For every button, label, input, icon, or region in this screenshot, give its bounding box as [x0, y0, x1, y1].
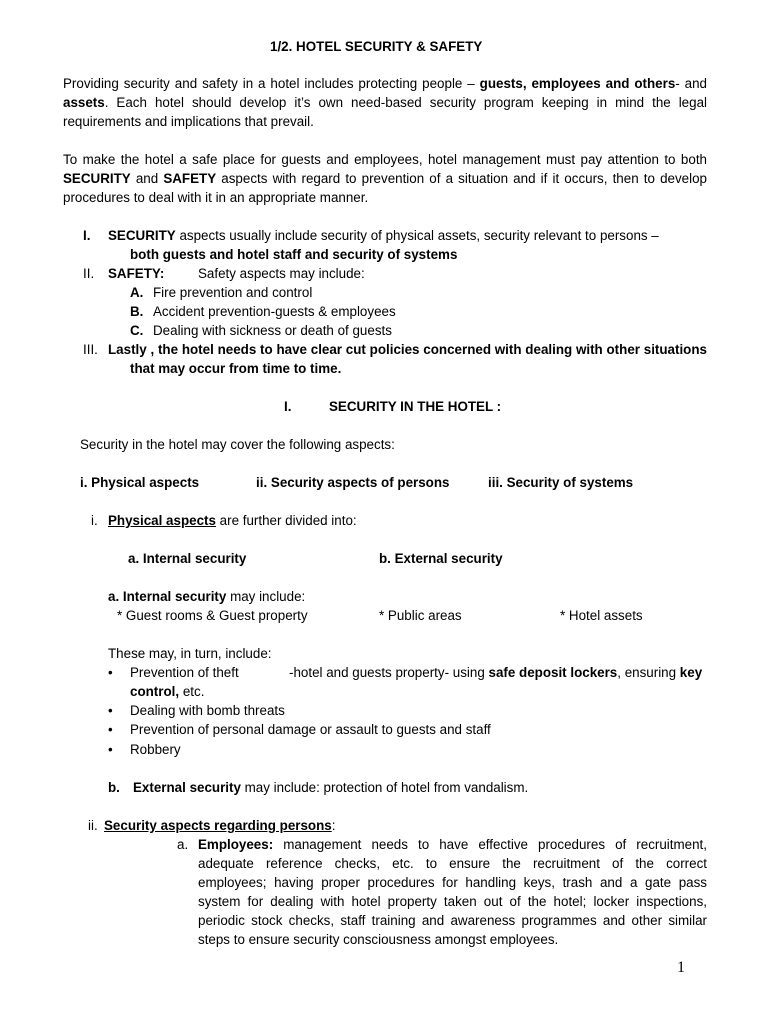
internal-security-heading: a. Internal security: [128, 551, 247, 566]
bullet-emphasis: control,: [130, 684, 180, 699]
security-emphasis: SECURITY: [63, 171, 131, 186]
safety-item: Dealing with sickness or death of guests: [153, 323, 392, 338]
intro-paragraph-2-line-2: [63, 169, 707, 188]
employees-label: Employees:: [198, 837, 274, 852]
intro-text: . Each hotel should develop it’s own need-based security program keeping in mind the legal: [104, 95, 707, 110]
outline-text: aspects usually include security of physical assets, security relevant to persons –: [175, 228, 659, 243]
external-security-line: [133, 778, 528, 797]
bullet-icon: •: [108, 665, 113, 680]
outline-item-security-cont: both guests and hotel staff and security of systems: [130, 247, 458, 262]
bullet-icon: •: [108, 703, 113, 718]
bullet-emphasis: safe deposit lockers: [488, 665, 618, 680]
safety-item: Fire prevention and control: [153, 285, 313, 300]
external-security-label: External security: [133, 780, 241, 795]
safety-emphasis: SAFETY: [163, 171, 217, 186]
intro-paragraph-2-line-1: To make the hotel a safe place for guests and employees, hotel management must pay attention to both: [63, 152, 707, 167]
outline-keyword: SECURITY: [108, 228, 176, 243]
bullet-text: Prevention of theft: [130, 665, 239, 680]
intro-paragraph-1-line-1: [63, 74, 707, 93]
bullet-emphasis: key: [679, 665, 703, 680]
employees-line-4: system for dealing with hotel property taken out of the hotel; locker inspections,: [198, 894, 707, 909]
employees-line-2: adequate reference checks, etc. to ensure the recruitment of the correct: [198, 856, 707, 871]
employees-text: management needs to have effective procedures of recruitment,: [273, 837, 707, 852]
aspect-systems: iii. Security of systems: [488, 475, 634, 490]
section-heading-marker: I.: [284, 399, 292, 414]
page-title: 1/2. HOTEL SECURITY & SAFETY: [270, 39, 483, 54]
outline-item-policies-cont: that may occur from time to time.: [130, 361, 342, 376]
intro-text: - and: [675, 76, 708, 91]
outline-item-security: [108, 226, 659, 245]
employees-line-3: employees; having proper procedures for handling keys, trash and a gate pass: [198, 875, 707, 890]
physical-aspects-text: are further divided into:: [215, 513, 357, 528]
intro-text: Providing security and safety in a hotel includes protecting people –: [63, 76, 480, 91]
employees-line-5: periodic stock checks, staff training and awareness programmes and other similar: [198, 913, 707, 928]
section-heading: SECURITY IN THE HOTEL :: [329, 399, 502, 414]
bullet-icon: •: [108, 722, 113, 737]
intro-text: aspects with regard to prevention of a situation and if it occurs, then to develop: [216, 171, 707, 186]
safety-item-marker: C.: [130, 323, 144, 338]
page-number: 1: [677, 959, 685, 976]
employees-marker: a.: [177, 837, 189, 852]
security-intro: Security in the hotel may cover the following aspects:: [80, 437, 395, 452]
employees-line-6: steps to ensure security consciousness amongst employees.: [198, 932, 559, 947]
intro-paragraph-2-line-3: procedures to deal with it in an appropriate manner.: [63, 190, 369, 205]
persons-heading-line: [104, 816, 335, 835]
outline-marker: I.: [83, 228, 91, 243]
internal-security-text: may include:: [226, 589, 306, 604]
internal-security-label: a. Internal security: [108, 589, 227, 604]
intro-people-emphasis: guests, employees and others: [479, 76, 676, 91]
safety-item: Accident prevention-guests & employees: [153, 304, 396, 319]
bullet-icon: •: [108, 742, 113, 757]
internal-security-line: [108, 587, 305, 606]
bullet-text: Robbery: [130, 742, 181, 757]
bullet-text: etc.: [179, 684, 205, 699]
outline-item-policies: Lastly , the hotel needs to have clear cut policies concerned with dealing with other situations: [108, 342, 707, 357]
internal-item: * Hotel assets: [560, 608, 643, 623]
internal-item: * Guest rooms & Guest property: [117, 608, 308, 623]
external-security-text: may include: protection of hotel from vandalism.: [240, 780, 529, 795]
aspect-physical: i. Physical aspects: [80, 475, 200, 490]
intro-assets-emphasis: assets: [63, 95, 105, 110]
outline-marker: III.: [83, 342, 98, 357]
bullet-text: Dealing with bomb threats: [130, 703, 285, 718]
employees-line-1: [198, 835, 707, 854]
turn-intro: These may, in turn, include:: [108, 646, 272, 661]
persons-colon: :: [331, 818, 336, 833]
bullet-text: -hotel and guests property- using: [289, 665, 489, 680]
safety-item-marker: B.: [130, 304, 144, 319]
bullet-text: , ensuring: [617, 665, 680, 680]
outline-marker: II.: [83, 266, 95, 281]
intro-paragraph-1-line-3: requirements and implications that prevail.: [63, 114, 314, 129]
internal-item: * Public areas: [379, 608, 462, 623]
physical-aspects-label: Physical aspects: [108, 513, 216, 528]
persons-heading: Security aspects regarding persons: [104, 818, 332, 833]
bullet-text: Prevention of personal damage or assault to guests and staff: [130, 722, 491, 737]
bullet-text-cont: [130, 682, 204, 701]
external-marker: b.: [108, 780, 120, 795]
outline-item-safety-label: SAFETY:: [108, 266, 165, 281]
bullet-text: [289, 663, 702, 682]
persons-marker: ii.: [88, 818, 98, 833]
external-security-heading: b. External security: [379, 551, 503, 566]
physical-aspects-line: [108, 511, 357, 530]
physical-marker: i.: [91, 513, 98, 528]
aspect-persons: ii. Security aspects of persons: [256, 475, 450, 490]
safety-item-marker: A.: [130, 285, 144, 300]
outline-item-safety-text: Safety aspects may include:: [198, 266, 365, 281]
intro-paragraph-1-line-2: [63, 93, 707, 112]
intro-text: and: [130, 171, 164, 186]
